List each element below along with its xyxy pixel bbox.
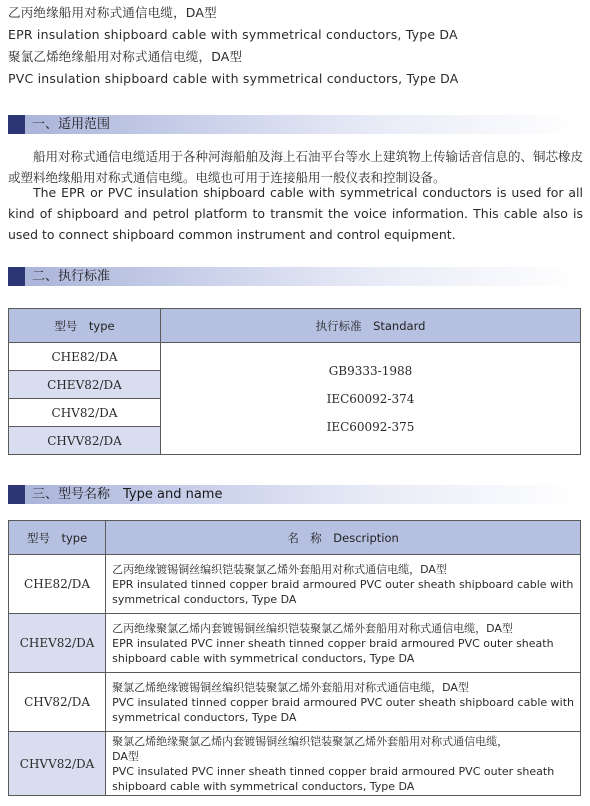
type-cell: CHVV82/DA bbox=[9, 427, 161, 455]
standard-table bbox=[8, 308, 581, 455]
section-heading-type-name bbox=[8, 485, 580, 504]
description-line: PVC insulated PVC inner sheath tinned copper braid armoured PVC outer sheath bbox=[112, 764, 555, 778]
standard-item: IEC60092-375 bbox=[326, 419, 415, 434]
standard-item: IEC60092-374 bbox=[326, 391, 415, 406]
description-line: EPR insulated PVC inner sheath tinned copper braid armoured PVC outer sheath bbox=[112, 636, 554, 650]
type-cell: CHE82/DA bbox=[9, 555, 106, 614]
column-header-description: 名 称 Description bbox=[106, 521, 581, 555]
type-cell: CHEV82/DA bbox=[9, 614, 106, 673]
type-cell: CHVV82/DA bbox=[9, 732, 106, 796]
description-line: 聚氯乙烯绝缘聚氯乙烯内套镀锡铜丝编织铠装聚氯乙烯外套船用对称式通信电缆， bbox=[112, 734, 509, 748]
section-title: 一、适用范围 bbox=[32, 117, 111, 132]
description-line: 聚氯乙烯绝缘镀锡铜丝编织铠装聚氯乙烯外套船用对称式通信电缆，DA型 bbox=[112, 680, 469, 694]
description-line: symmetrical conductors, Type DA bbox=[112, 710, 297, 724]
description-line: shipboard cable with symmetrical conductors, Type DA bbox=[112, 651, 415, 665]
section-heading-standard bbox=[8, 267, 580, 286]
description-cell bbox=[106, 614, 581, 673]
description-line: PVC insulated tinned copper braid armoured PVC outer sheath shipboard cable with bbox=[112, 695, 574, 709]
type-cell: CHEV82/DA bbox=[9, 371, 161, 399]
column-header-standard: 执行标准 Standard bbox=[161, 309, 581, 343]
document-title-block bbox=[8, 2, 583, 90]
scope-paragraph-en: The EPR or PVC insulation shipboard cable with symmetrical conductors is used for all kind of shipboard and petrol platform to transmit the voice information. This cable also is used to connect shipboard common instrument and control equipment. bbox=[8, 185, 583, 242]
description-line: DA型 bbox=[112, 749, 139, 763]
standard-list-cell bbox=[161, 343, 581, 455]
title-cn-pvc: 聚氯乙烯绝缘船用对称式通信电缆，DA型 bbox=[8, 49, 243, 64]
standard-item: GB9333-1988 bbox=[328, 363, 413, 378]
description-line: shipboard cable with symmetrical conductors, Type DA bbox=[112, 779, 415, 793]
description-cell bbox=[106, 555, 581, 614]
section-marker-square bbox=[8, 115, 25, 134]
type-cell: CHV82/DA bbox=[9, 399, 161, 427]
column-header-type: 型号 type bbox=[9, 309, 161, 343]
section-marker-square bbox=[8, 485, 25, 504]
scope-paragraph-cn: 船用对称式通信电缆适用于各种河海船舶及海上石油平台等水上建筑物上传输话音信息的、铜芯橡皮或塑料绝缘船用对称式通信电缆。电缆也可用于连接船用一般仪表和控制设备。 bbox=[8, 149, 584, 185]
title-en-epr: EPR insulation shipboard cable with symmetrical conductors, Type DA bbox=[8, 27, 458, 42]
column-header-type: 型号 type bbox=[9, 521, 106, 555]
title-cn-epr: 乙丙绝缘船用对称式通信电缆，DA型 bbox=[8, 5, 217, 20]
description-line: 乙丙绝缘聚氯乙烯内套镀锡铜丝编织铠装聚氯乙烯外套船用对称式通信电缆，DA型 bbox=[112, 621, 513, 635]
type-cell: CHE82/DA bbox=[9, 343, 161, 371]
type-cell: CHV82/DA bbox=[9, 673, 106, 732]
description-cell bbox=[106, 732, 581, 796]
description-cell bbox=[106, 673, 581, 732]
section-marker-square bbox=[8, 267, 25, 286]
description-line: symmetrical conductors, Type DA bbox=[112, 592, 297, 606]
description-line: 乙丙绝缘镀锡铜丝编织铠装聚氯乙烯外套船用对称式通信电缆，DA型 bbox=[112, 562, 447, 576]
description-line: EPR insulated tinned copper braid armoured PVC outer sheath shipboard cable with bbox=[112, 577, 574, 591]
section-title: 三、型号名称 Type and name bbox=[32, 487, 223, 502]
section-title: 二、执行标准 bbox=[32, 269, 111, 284]
title-en-pvc: PVC insulation shipboard cable with symmetrical conductors, Type DA bbox=[8, 71, 459, 86]
type-name-table bbox=[8, 520, 581, 796]
section-heading-scope bbox=[8, 115, 580, 134]
